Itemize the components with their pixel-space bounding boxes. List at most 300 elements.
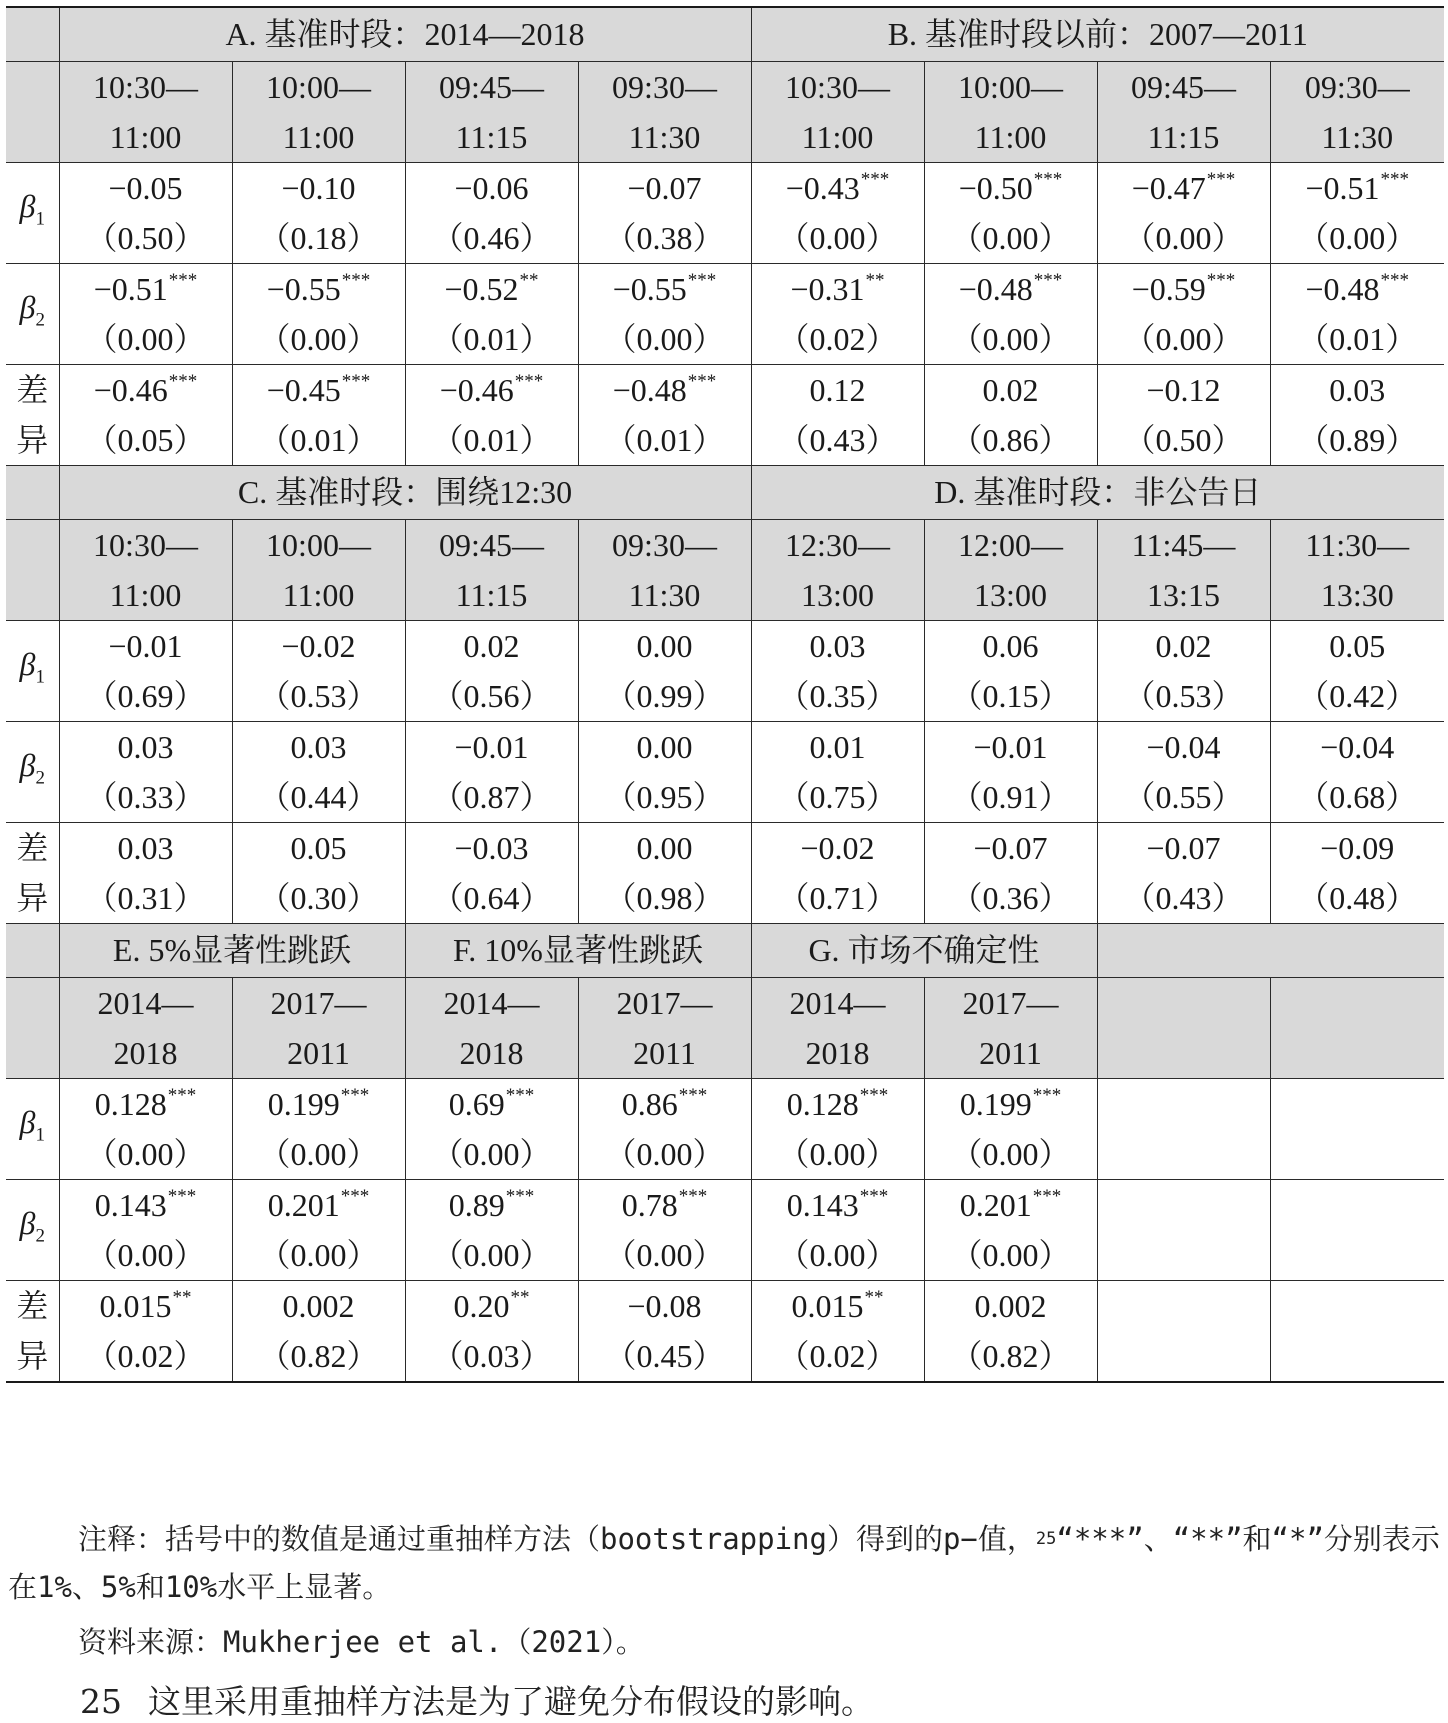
- significance-stars: ***: [1032, 1185, 1062, 1207]
- p-value: （0.53）: [258, 677, 379, 714]
- panel-title: G. 市场不确定性: [751, 923, 1097, 977]
- panel-title: C. 基准时段：围绕12:30: [59, 465, 751, 519]
- column-header: [59, 519, 232, 620]
- significance-stars: **: [864, 1286, 884, 1308]
- p-value: （0.00）: [604, 320, 725, 357]
- coefficient-value: −0.48: [612, 371, 687, 408]
- coefficient: [1098, 621, 1270, 671]
- row-label-subscript: 1: [35, 1124, 45, 1146]
- data-cell: [59, 162, 232, 263]
- p-value: （0.30）: [258, 879, 379, 916]
- coefficient: [579, 365, 751, 415]
- coefficient-value: −0.10: [281, 169, 356, 206]
- column-header-start: 10:30—: [93, 68, 198, 105]
- p-value: （0.95）: [604, 778, 725, 815]
- coefficient: [1098, 823, 1270, 873]
- p-value: （0.03）: [431, 1337, 552, 1374]
- coefficient: [406, 621, 578, 671]
- p-value: （0.35）: [777, 677, 898, 714]
- column-header-start: 09:45—: [439, 526, 544, 563]
- column-header-end: 11:30: [628, 118, 701, 155]
- column-header: [578, 519, 751, 620]
- column-header: [924, 519, 1097, 620]
- coefficient-value: 0.12: [809, 371, 866, 408]
- coefficient: [233, 1180, 405, 1230]
- coefficient-value: 0.69: [448, 1085, 505, 1122]
- table-row: [6, 1078, 1444, 1179]
- column-header-start: 11:45—: [1131, 526, 1236, 563]
- p-value: （0.31）: [85, 879, 206, 916]
- corner-cell: [6, 977, 59, 1078]
- p-value: （0.45）: [604, 1337, 725, 1374]
- column-header: [924, 977, 1097, 1078]
- coefficient-value: −0.50: [958, 169, 1033, 206]
- significance-stars: **: [172, 1286, 192, 1308]
- coefficient-value: 0.002: [974, 1287, 1047, 1324]
- coefficient: [752, 163, 924, 213]
- column-header-end: 13:15: [1147, 576, 1220, 613]
- coefficient: [925, 823, 1097, 873]
- data-cell: [1097, 620, 1270, 721]
- coefficient-value: −0.09: [1320, 829, 1395, 866]
- significance-stars: ***: [1033, 168, 1063, 190]
- footnote-text: 这里采用重抽样方法是为了避免分布假设的影响。: [148, 1682, 874, 1721]
- coefficient-value: −0.02: [281, 627, 356, 664]
- data-cell: [405, 822, 578, 923]
- significance-stars: ***: [505, 1084, 535, 1106]
- coefficient-value: −0.48: [958, 270, 1033, 307]
- data-cell: [232, 822, 405, 923]
- p-value: （0.05）: [85, 421, 206, 458]
- coefficient: [752, 1281, 924, 1331]
- column-header-end: 11:00: [109, 118, 182, 155]
- coefficient: [233, 621, 405, 671]
- table-row: [6, 721, 1444, 822]
- row-label-char: 差: [16, 829, 49, 866]
- column-header: [59, 977, 232, 1078]
- data-cell: [59, 364, 232, 465]
- coefficient-value: −0.59: [1131, 270, 1206, 307]
- coefficient-value: 0.199: [959, 1085, 1032, 1122]
- corner-cell: [6, 519, 59, 620]
- p-value: （0.00）: [258, 320, 379, 357]
- coefficient: [406, 163, 578, 213]
- coefficient-value: −0.07: [1146, 829, 1221, 866]
- coefficient-value: 0.199: [267, 1085, 340, 1122]
- coefficient: [406, 365, 578, 415]
- coefficient: [233, 823, 405, 873]
- column-header-end: 2018: [113, 1034, 178, 1071]
- column-header-end: 11:15: [455, 576, 528, 613]
- p-value: （0.01）: [604, 421, 725, 458]
- data-cell: [578, 620, 751, 721]
- row-label-char: 差: [16, 1287, 49, 1324]
- column-header-start: 10:00—: [266, 526, 371, 563]
- coefficient-value: −0.45: [266, 371, 341, 408]
- column-header: [59, 61, 232, 162]
- p-value: （0.43）: [777, 421, 898, 458]
- significance-stars: ***: [1033, 269, 1063, 291]
- data-cell: [1270, 620, 1444, 721]
- p-value: （0.98）: [604, 879, 725, 916]
- column-header-start: 2014—: [97, 984, 194, 1021]
- coefficient: [925, 722, 1097, 772]
- data-cell: [751, 620, 924, 721]
- coefficient: [1271, 365, 1445, 415]
- p-value: （0.00）: [1297, 219, 1418, 256]
- p-value: （0.82）: [950, 1337, 1071, 1374]
- coefficient-value: 0.05: [1329, 627, 1386, 664]
- p-value: （0.01）: [1297, 320, 1418, 357]
- row-label: [6, 162, 59, 263]
- coefficient: [925, 264, 1097, 314]
- data-cell: [751, 162, 924, 263]
- row-label: [6, 1078, 59, 1179]
- column-header-end: 2011: [979, 1034, 1042, 1071]
- p-value: （0.56）: [431, 677, 552, 714]
- p-value: （0.02）: [777, 320, 898, 357]
- data-cell: [1097, 721, 1270, 822]
- p-value: （0.00）: [85, 320, 206, 357]
- coefficient-value: −0.43: [785, 169, 860, 206]
- data-cell: [751, 263, 924, 364]
- row-label: [6, 1280, 59, 1382]
- significance-stars: ***: [687, 269, 717, 291]
- p-value: （0.00）: [777, 219, 898, 256]
- p-value: （0.01）: [258, 421, 379, 458]
- coefficient-value: −0.06: [454, 169, 529, 206]
- p-value: （0.36）: [950, 879, 1071, 916]
- data-cell: [751, 1280, 924, 1382]
- significance-stars: **: [865, 269, 885, 291]
- column-header: [751, 61, 924, 162]
- p-value: （0.71）: [777, 879, 898, 916]
- row-label: [6, 822, 59, 923]
- coefficient-value: 0.201: [267, 1186, 340, 1223]
- data-cell: [1097, 364, 1270, 465]
- source-text: 资料来源：Mukherjee et al.（2021）。: [78, 1625, 645, 1659]
- coefficient: [579, 823, 751, 873]
- table-row: [6, 620, 1444, 721]
- results-table: [6, 6, 1444, 1383]
- data-cell: [232, 1280, 405, 1382]
- coefficient-value: 0.86: [621, 1085, 678, 1122]
- panel-title-row: [6, 465, 1444, 519]
- coefficient: [1271, 722, 1445, 772]
- p-value: （0.00）: [604, 1236, 725, 1273]
- column-header: [232, 519, 405, 620]
- row-label-char: 异: [16, 421, 49, 458]
- data-cell: [1270, 1280, 1444, 1382]
- coefficient-value: 0.015: [791, 1287, 864, 1324]
- p-value: （0.18）: [258, 219, 379, 256]
- p-value: （0.00）: [950, 1135, 1071, 1172]
- data-cell: [232, 162, 405, 263]
- row-label: [6, 620, 59, 721]
- column-header-start: 2017—: [270, 984, 367, 1021]
- data-cell: [405, 263, 578, 364]
- coefficient-value: 0.01: [809, 728, 866, 765]
- column-header-start: 12:00—: [958, 526, 1063, 563]
- coefficient: [752, 365, 924, 415]
- p-value: （0.00）: [258, 1135, 379, 1172]
- p-value: （0.02）: [85, 1337, 206, 1374]
- coefficient-value: −0.51: [1305, 169, 1380, 206]
- coefficient: [233, 1281, 405, 1331]
- data-cell: [1270, 721, 1444, 822]
- coefficient: [1271, 823, 1445, 873]
- coefficient-value: −0.03: [454, 829, 529, 866]
- p-value: （0.00）: [950, 1236, 1071, 1273]
- coefficient: [752, 823, 924, 873]
- data-cell: [924, 620, 1097, 721]
- coefficient-value: 0.03: [117, 728, 174, 765]
- data-cell: [59, 1078, 232, 1179]
- coefficient: [579, 1079, 751, 1129]
- coefficient-value: −0.47: [1131, 169, 1206, 206]
- coefficient: [925, 1180, 1097, 1230]
- coefficient: [1098, 264, 1270, 314]
- p-value: （0.00）: [1123, 219, 1244, 256]
- coefficient: [406, 1079, 578, 1129]
- column-header: [405, 519, 578, 620]
- column-header: [578, 977, 751, 1078]
- significance-stars: ***: [167, 1185, 197, 1207]
- p-value: （0.50）: [85, 219, 206, 256]
- row-label-char: 异: [16, 1337, 49, 1374]
- data-cell: [405, 721, 578, 822]
- row-label-symbol: β: [19, 187, 36, 224]
- coefficient-value: 0.03: [1329, 371, 1386, 408]
- row-label: [6, 364, 59, 465]
- coefficient-value: −0.46: [93, 371, 168, 408]
- coefficient-value: 0.05: [290, 829, 347, 866]
- significance-stars: ***: [1380, 269, 1410, 291]
- coefficient-value: −0.46: [439, 371, 514, 408]
- panel-title: B. 基准时段以前：2007—2011: [751, 7, 1444, 61]
- coefficient-value: 0.06: [982, 627, 1039, 664]
- data-cell: [405, 620, 578, 721]
- significance-stars: ***: [1206, 269, 1236, 291]
- data-cell: [59, 1179, 232, 1280]
- coefficient: [60, 1281, 232, 1331]
- coefficient: [925, 1281, 1097, 1331]
- coefficient: [60, 365, 232, 415]
- data-cell: [232, 721, 405, 822]
- p-value: （0.53）: [1123, 677, 1244, 714]
- coefficient: [579, 163, 751, 213]
- p-value: （0.89）: [1297, 421, 1418, 458]
- significance-stars: ***: [340, 1185, 370, 1207]
- coefficient-value: −0.55: [612, 270, 687, 307]
- coefficient-value: 0.015: [99, 1287, 172, 1324]
- p-value: （0.75）: [777, 778, 898, 815]
- row-label-symbol: β: [19, 288, 36, 325]
- table-row: [6, 1280, 1444, 1382]
- coefficient: [60, 163, 232, 213]
- coefficient: [60, 264, 232, 314]
- p-value: （0.01）: [431, 421, 552, 458]
- p-value: （0.68）: [1297, 778, 1418, 815]
- data-cell: [1270, 162, 1444, 263]
- footnote-reference: 25: [1035, 1529, 1057, 1549]
- coefficient: [406, 1180, 578, 1230]
- significance-stars: ***: [687, 370, 717, 392]
- data-cell: [1270, 1179, 1444, 1280]
- coefficient: [925, 163, 1097, 213]
- significance-stars: ***: [1206, 168, 1236, 190]
- column-header: [1097, 61, 1270, 162]
- significance-stars: ***: [859, 1185, 889, 1207]
- coefficient-value: 0.00: [636, 829, 693, 866]
- data-cell: [59, 1280, 232, 1382]
- p-value: （0.00）: [604, 1135, 725, 1172]
- coefficient-value: 0.20: [453, 1287, 510, 1324]
- data-cell: [1097, 263, 1270, 364]
- coefficient-value: 0.201: [959, 1186, 1032, 1223]
- coefficient: [233, 365, 405, 415]
- p-value: （0.00）: [85, 1135, 206, 1172]
- data-cell: [59, 822, 232, 923]
- coefficient: [1271, 163, 1445, 213]
- p-value: （0.48）: [1297, 879, 1418, 916]
- row-label-symbol: β: [19, 1103, 36, 1140]
- coefficient-value: 0.002: [282, 1287, 355, 1324]
- table-row: [6, 1179, 1444, 1280]
- note-text-b: “***”、“**”和“*”分别表示在1%、5%和10%水平上显著。: [8, 1522, 1440, 1604]
- p-value: （0.69）: [85, 677, 206, 714]
- coefficient: [752, 621, 924, 671]
- column-header: [924, 61, 1097, 162]
- significance-stars: **: [519, 269, 539, 291]
- data-cell: [59, 263, 232, 364]
- column-header: [1270, 977, 1444, 1078]
- coefficient: [1098, 365, 1270, 415]
- data-cell: [751, 721, 924, 822]
- coefficient-value: 0.89: [448, 1186, 505, 1223]
- row-label-subscript: 2: [35, 309, 45, 331]
- coefficient: [579, 1281, 751, 1331]
- panel-title-row: [6, 7, 1444, 61]
- p-value: （0.50）: [1123, 421, 1244, 458]
- p-value: （0.46）: [431, 219, 552, 256]
- coefficient-value: 0.00: [636, 627, 693, 664]
- column-header-end: 11:00: [109, 576, 182, 613]
- row-label-symbol: β: [19, 1204, 36, 1241]
- coefficient: [925, 365, 1097, 415]
- data-cell: [405, 1280, 578, 1382]
- data-cell: [924, 721, 1097, 822]
- coefficient-value: −0.01: [973, 728, 1048, 765]
- column-header-start: 09:30—: [1304, 68, 1410, 105]
- table-note: [8, 1515, 1440, 1611]
- column-header-start: 2014—: [789, 984, 886, 1021]
- data-cell: [578, 1280, 751, 1382]
- p-value: （0.91）: [950, 778, 1071, 815]
- coefficient-value: 0.128: [94, 1085, 167, 1122]
- coefficient-value: −0.05: [108, 169, 183, 206]
- column-header-row: [6, 977, 1444, 1078]
- row-label: [6, 1179, 59, 1280]
- row-label-char: 异: [16, 879, 49, 916]
- column-header-start: 11:30—: [1305, 526, 1410, 563]
- p-value: （0.00）: [431, 1135, 552, 1172]
- column-header: [1270, 61, 1444, 162]
- coefficient-value: 0.02: [463, 627, 520, 664]
- p-value: （0.38）: [604, 219, 725, 256]
- coefficient: [233, 722, 405, 772]
- panel-title-row: [6, 923, 1444, 977]
- coefficient: [579, 722, 751, 772]
- coefficient: [752, 1180, 924, 1230]
- row-label-subscript: 2: [35, 1225, 45, 1247]
- data-cell: [751, 1078, 924, 1179]
- coefficient-value: 0.78: [621, 1186, 678, 1223]
- data-cell: [232, 1179, 405, 1280]
- column-header-start: 10:00—: [266, 68, 371, 105]
- column-header-start: 09:45—: [439, 68, 544, 105]
- panel-title: [1097, 923, 1444, 977]
- coefficient-value: −0.55: [266, 270, 341, 307]
- p-value: （0.00）: [85, 1236, 206, 1273]
- row-label: [6, 721, 59, 822]
- coefficient-value: −0.02: [800, 829, 875, 866]
- data-cell: [1270, 822, 1444, 923]
- table-row: [6, 162, 1444, 263]
- significance-stars: ***: [514, 370, 544, 392]
- data-cell: [1097, 1078, 1270, 1179]
- column-header: [1270, 519, 1444, 620]
- significance-stars: ***: [505, 1185, 535, 1207]
- p-value: （0.01）: [431, 320, 552, 357]
- coefficient: [406, 1281, 578, 1331]
- coefficient: [752, 1079, 924, 1129]
- data-cell: [751, 364, 924, 465]
- p-value: （0.00）: [1123, 320, 1244, 357]
- column-header-end: 11:00: [801, 118, 874, 155]
- corner-cell: [6, 7, 59, 61]
- table-row: [6, 263, 1444, 364]
- coefficient: [1098, 722, 1270, 772]
- coefficient-value: −0.01: [108, 627, 183, 664]
- column-header-end: 11:00: [282, 118, 355, 155]
- column-header-end: 11:00: [974, 118, 1047, 155]
- column-header-start: 12:30—: [785, 526, 890, 563]
- coefficient: [406, 823, 578, 873]
- coefficient-value: 0.128: [786, 1085, 859, 1122]
- note-text-a: 注释：括号中的数值是通过重抽样方法（bootstrapping）得到的p−值，: [78, 1522, 1036, 1556]
- data-cell: [924, 162, 1097, 263]
- significance-stars: ***: [1380, 168, 1410, 190]
- column-header-start: 10:30—: [785, 68, 890, 105]
- coefficient-value: −0.04: [1146, 728, 1221, 765]
- column-header: [405, 977, 578, 1078]
- coefficient: [579, 264, 751, 314]
- coefficient-value: 0.02: [1155, 627, 1212, 664]
- coefficient-value: 0.03: [809, 627, 866, 664]
- coefficient: [752, 264, 924, 314]
- coefficient-value: −0.01: [454, 728, 529, 765]
- coefficient: [60, 621, 232, 671]
- coefficient-value: 0.03: [290, 728, 347, 765]
- data-cell: [924, 263, 1097, 364]
- column-header-row: [6, 61, 1444, 162]
- coefficient-value: −0.12: [1146, 371, 1221, 408]
- p-value: （0.00）: [950, 219, 1071, 256]
- significance-stars: ***: [678, 1185, 708, 1207]
- coefficient-value: 0.143: [786, 1186, 859, 1223]
- row-label-subscript: 2: [35, 767, 45, 789]
